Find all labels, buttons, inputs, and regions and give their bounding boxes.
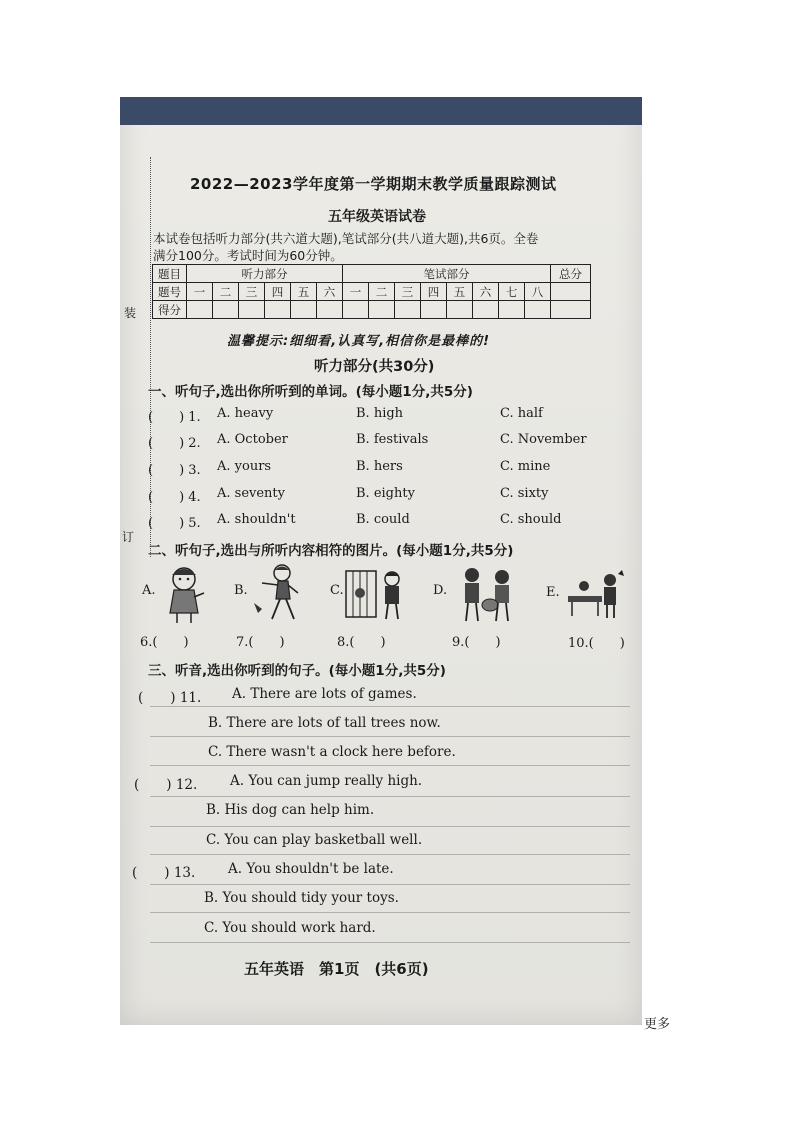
table-cell-num: 五 [291, 283, 317, 301]
binding-char-top: 装 [124, 306, 137, 320]
page-footer: 五年英语 第1页 (共6页) [244, 960, 429, 978]
score-table-row-header [153, 265, 591, 283]
photo-top-strip [120, 97, 642, 125]
question-12-option-a: A. You can jump really high. [230, 773, 423, 789]
score-input-cell[interactable] [343, 301, 369, 319]
writing-rule [150, 796, 630, 797]
exam-subtitle: 五年级英语试卷 [328, 209, 426, 225]
table-cell-num: 一 [343, 283, 369, 301]
question-13-option-a: A. You shouldn't be late. [228, 861, 394, 877]
question-number[interactable]: ( ) 4. [148, 490, 201, 505]
score-input-cell[interactable] [525, 301, 551, 319]
table-cell-num: 四 [265, 283, 291, 301]
question-12-number[interactable]: ( ) 12. [134, 777, 198, 793]
score-input-cell[interactable] [291, 301, 317, 319]
table-cell-num: 三 [395, 283, 421, 301]
question-row-1 [148, 406, 618, 426]
option-b: B. eighty [356, 486, 415, 501]
two-people-drum-picture [458, 565, 518, 623]
question-11-option-b: B. There are lots of tall trees now. [208, 715, 441, 731]
picture-label-b: B. [234, 583, 248, 598]
picture-label-c: C. [330, 583, 344, 598]
intro-line-2: 满分100分。考试时间为60分钟。 [153, 248, 343, 263]
score-input-cell[interactable] [239, 301, 265, 319]
table-cell-num: 七 [499, 283, 525, 301]
part3-heading: 三、听音,选出你听到的句子。(每小题1分,共5分) [148, 663, 446, 679]
score-input-cell[interactable] [395, 301, 421, 319]
cage-and-boy-picture [344, 565, 406, 623]
writing-rule [150, 765, 630, 766]
boy-running-picture [248, 563, 308, 623]
question-13-option-b: B. You should tidy your toys. [204, 890, 399, 906]
question-12-option-c: C. You can play basketball well. [206, 832, 423, 848]
writing-rule [150, 706, 630, 707]
writing-rule [150, 942, 630, 943]
option-a: A. October [217, 432, 288, 447]
table-cell-num: 八 [525, 283, 551, 301]
binding-char-bottom: 订 [122, 530, 135, 544]
girl-singing-picture [160, 565, 210, 625]
score-input-cell[interactable] [265, 301, 291, 319]
table-cell-writing: 笔试部分 [343, 265, 551, 283]
option-a: A. heavy [217, 406, 274, 421]
option-c: C. sixty [500, 486, 549, 501]
answer-slot-7[interactable]: 7.( ) [236, 635, 285, 650]
table-cell-total: 总分 [551, 265, 591, 283]
option-a: A. shouldn't [217, 512, 296, 527]
answer-slot-10[interactable]: 10.( ) [568, 636, 625, 651]
score-input-cell[interactable] [213, 301, 239, 319]
question-row-5 [148, 512, 618, 532]
score-input-cell[interactable] [369, 301, 395, 319]
question-number[interactable]: ( ) 3. [148, 463, 201, 478]
intro-line-1: 本试卷包括听力部分(共六道大题),笔试部分(共八道大题),共6页。全卷 [153, 231, 539, 246]
table-cell-num: 三 [239, 283, 265, 301]
question-12-option-b: B. His dog can help him. [206, 802, 375, 818]
table-cell-empty [551, 283, 591, 301]
table-cell-num: 一 [187, 283, 213, 301]
score-table-row-scores [153, 301, 591, 319]
part2-heading: 二、听句子,选出与所听内容相符的图片。(每小题1分,共5分) [148, 543, 514, 559]
writing-rule [150, 884, 630, 885]
question-11-number[interactable]: ( ) 11. [138, 690, 202, 706]
table-cell-num: 四 [421, 283, 447, 301]
table-cell-num: 六 [473, 283, 499, 301]
question-row-3 [148, 459, 618, 479]
option-c: C. should [500, 512, 562, 527]
picture-label-a: A. [142, 583, 156, 598]
table-cell-num: 五 [447, 283, 473, 301]
option-b: B. could [356, 512, 410, 527]
table-cell-num: 二 [369, 283, 395, 301]
question-number[interactable]: ( ) 1. [148, 410, 201, 425]
answer-slot-9[interactable]: 9.( ) [452, 635, 501, 650]
table-cell-listening: 听力部分 [187, 265, 343, 283]
score-input-cell[interactable] [187, 301, 213, 319]
picture-label-d: D. [433, 583, 448, 598]
score-table [152, 264, 591, 319]
part1-heading: 一、听句子,选出你所听到的单词。(每小题1分,共5分) [148, 384, 473, 400]
question-13-number[interactable]: ( ) 13. [132, 865, 196, 881]
table-cell-num: 六 [317, 283, 343, 301]
children-at-table-picture [564, 570, 626, 620]
score-input-cell[interactable] [473, 301, 499, 319]
option-a: A. seventy [217, 486, 285, 501]
question-13-option-c: C. You should work hard. [204, 920, 376, 936]
writing-rule [150, 826, 630, 827]
writing-rule [150, 912, 630, 913]
more-link[interactable]: 更多 [644, 1017, 671, 1032]
question-row-2 [148, 432, 618, 452]
picture-label-e: E. [546, 585, 560, 600]
table-cell-label: 题目 [153, 265, 187, 283]
table-cell-label: 题号 [153, 283, 187, 301]
warm-tip: 温馨提示:细细看,认真写,相信你是最棒的! [227, 334, 491, 349]
option-b: B. hers [356, 459, 403, 474]
score-input-cell[interactable] [421, 301, 447, 319]
score-table-row-numbers [153, 283, 591, 301]
option-b: B. high [356, 406, 404, 421]
writing-rule [150, 736, 630, 737]
score-input-cell[interactable] [317, 301, 343, 319]
question-11-option-a: A. There are lots of games. [232, 686, 417, 702]
option-b: B. festivals [356, 432, 429, 447]
option-c: C. November [500, 432, 587, 447]
score-input-cell[interactable] [551, 301, 591, 319]
question-row-4 [148, 486, 618, 506]
table-cell-label: 得分 [153, 301, 187, 319]
option-c: C. mine [500, 459, 551, 474]
table-cell-num: 二 [213, 283, 239, 301]
option-a: A. yours [217, 459, 272, 474]
option-c: C. half [500, 406, 543, 421]
writing-rule [150, 854, 630, 855]
exam-title: 2022—2023学年度第一学期期末教学质量跟踪测试 [190, 175, 557, 193]
question-11-option-c: C. There wasn't a clock here before. [208, 744, 456, 760]
question-number[interactable]: ( ) 2. [148, 436, 201, 451]
answer-slot-6[interactable]: 6.( ) [140, 635, 189, 650]
listening-heading: 听力部分(共30分) [314, 359, 435, 375]
score-input-cell[interactable] [499, 301, 525, 319]
answer-slot-8[interactable]: 8.( ) [337, 635, 386, 650]
score-input-cell[interactable] [447, 301, 473, 319]
question-number[interactable]: ( ) 5. [148, 516, 201, 531]
